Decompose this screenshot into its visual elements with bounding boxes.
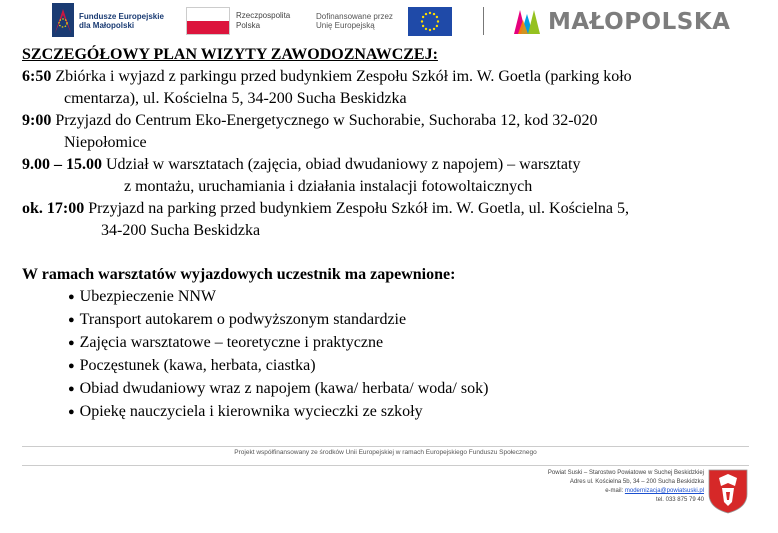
malopolska-logo <box>512 6 737 40</box>
fundusze-europejskie-logo <box>52 3 177 37</box>
fundusze-europejskie-icon <box>52 3 74 37</box>
schedule-time: 9:00 <box>22 112 52 129</box>
address-phone: tel. 033 875 79 40 <box>655 497 704 503</box>
address-email-row <box>548 487 704 496</box>
provided-heading: W ramach warsztatów wyjazdowych uczestnik ma zapewnione: <box>22 266 456 283</box>
footer-divider <box>22 465 749 466</box>
eu-flag-icon <box>408 7 452 36</box>
schedule-time: ok. 17:00 <box>22 200 85 217</box>
cofinance-note: Projekt współfinansowany ze środków Unii Europejskiej w ramach Europejskiego Funduszu Społecznego <box>234 449 537 456</box>
list-item: ● Opiekę nauczyciela i kierownika wycieczki ze szkoły <box>68 401 762 424</box>
address-line1: Powiat Suski – Starostwo Powiatowe w Suchej Beskidzkiej <box>547 470 704 476</box>
fe-logo-line2: dla Małopolski <box>79 21 135 30</box>
schedule-text: Przyjazd na parking przed budynkiem Zespołu Szkół im. W. Goetla, ul. Kościelna 5, <box>88 200 630 217</box>
list-item: ● Transport autokarem o podwyższonym standardzie <box>68 309 762 332</box>
fe-logo-line1: Fundusze Europejskie <box>79 12 164 21</box>
rp-logo-line2: Polska <box>236 21 261 30</box>
provided-list <box>22 286 762 424</box>
schedule-time: 9.00 – 15.00 <box>22 156 102 173</box>
schedule-item <box>22 66 762 88</box>
polish-flag-icon <box>186 7 230 35</box>
schedule-text-continued: Niepołomice <box>64 134 147 151</box>
logo-bar <box>0 0 778 42</box>
schedule-text-continued: 34-200 Sucha Beskidzka <box>101 222 261 239</box>
eu-logo-line1: Dofinansowane przez <box>316 12 393 21</box>
footer-address <box>548 469 704 505</box>
email-link[interactable]: modernizacja@powiatsuski.pl <box>624 488 704 494</box>
eu-logo-line2: Unię Europejską <box>316 21 375 30</box>
schedule-text-continued: cmentarza), ul. Kościelna 5, 34-200 Sucha Beskidzka <box>64 90 407 107</box>
rzeczpospolita-polska-logo <box>186 4 306 38</box>
list-item: ● Zajęcia warsztatowe – teoretyczne i praktyczne <box>68 332 762 355</box>
powiat-suski-crest-icon <box>707 468 749 514</box>
schedule-item <box>22 110 762 132</box>
malopolska-wordmark: MAŁOPOLSKA <box>548 9 731 35</box>
schedule-item <box>22 198 762 220</box>
eu-cofinanced-logo <box>316 4 458 38</box>
schedule-text: Udział w warsztatach (zajęcia, obiad dwudaniowy z napojem) – warsztaty <box>106 156 581 173</box>
schedule-time: 6:50 <box>22 68 52 85</box>
list-item: ● Poczęstunek (kawa, herbata, ciastka) <box>68 355 762 378</box>
rp-logo-line1: Rzeczpospolita <box>236 11 291 20</box>
email-label: e-mail: <box>605 488 624 494</box>
footer-divider <box>22 446 749 447</box>
plan-title: SZCZEGÓŁOWY PLAN WIZYTY ZAWODOZNAWCZEJ: <box>22 46 438 63</box>
schedule-text: Przyjazd do Centrum Eko-Energetycznego w Suchorabie, Suchoraba 12, kod 32-020 <box>55 112 598 129</box>
malopolska-m-icon <box>512 6 542 36</box>
schedule-text-continued: z montażu, uruchamiania i działania instalacji fotowoltaicznych <box>124 178 533 195</box>
list-item: ● Ubezpieczenie NNW <box>68 286 762 309</box>
schedule-item <box>22 154 762 176</box>
header-divider <box>483 7 484 35</box>
document-body <box>22 44 762 424</box>
list-item: ● Obiad dwudaniowy wraz z napojem (kawa/ herbata/ woda/ sok) <box>68 378 762 401</box>
address-line2: Adres ul. Kościelna 5b, 34 – 200 Sucha Beskidzka <box>569 479 704 485</box>
schedule-text: Zbiórka i wyjazd z parkingu przed budynkiem Zespołu Szkół im. W. Goetla (parking koło <box>55 68 632 85</box>
